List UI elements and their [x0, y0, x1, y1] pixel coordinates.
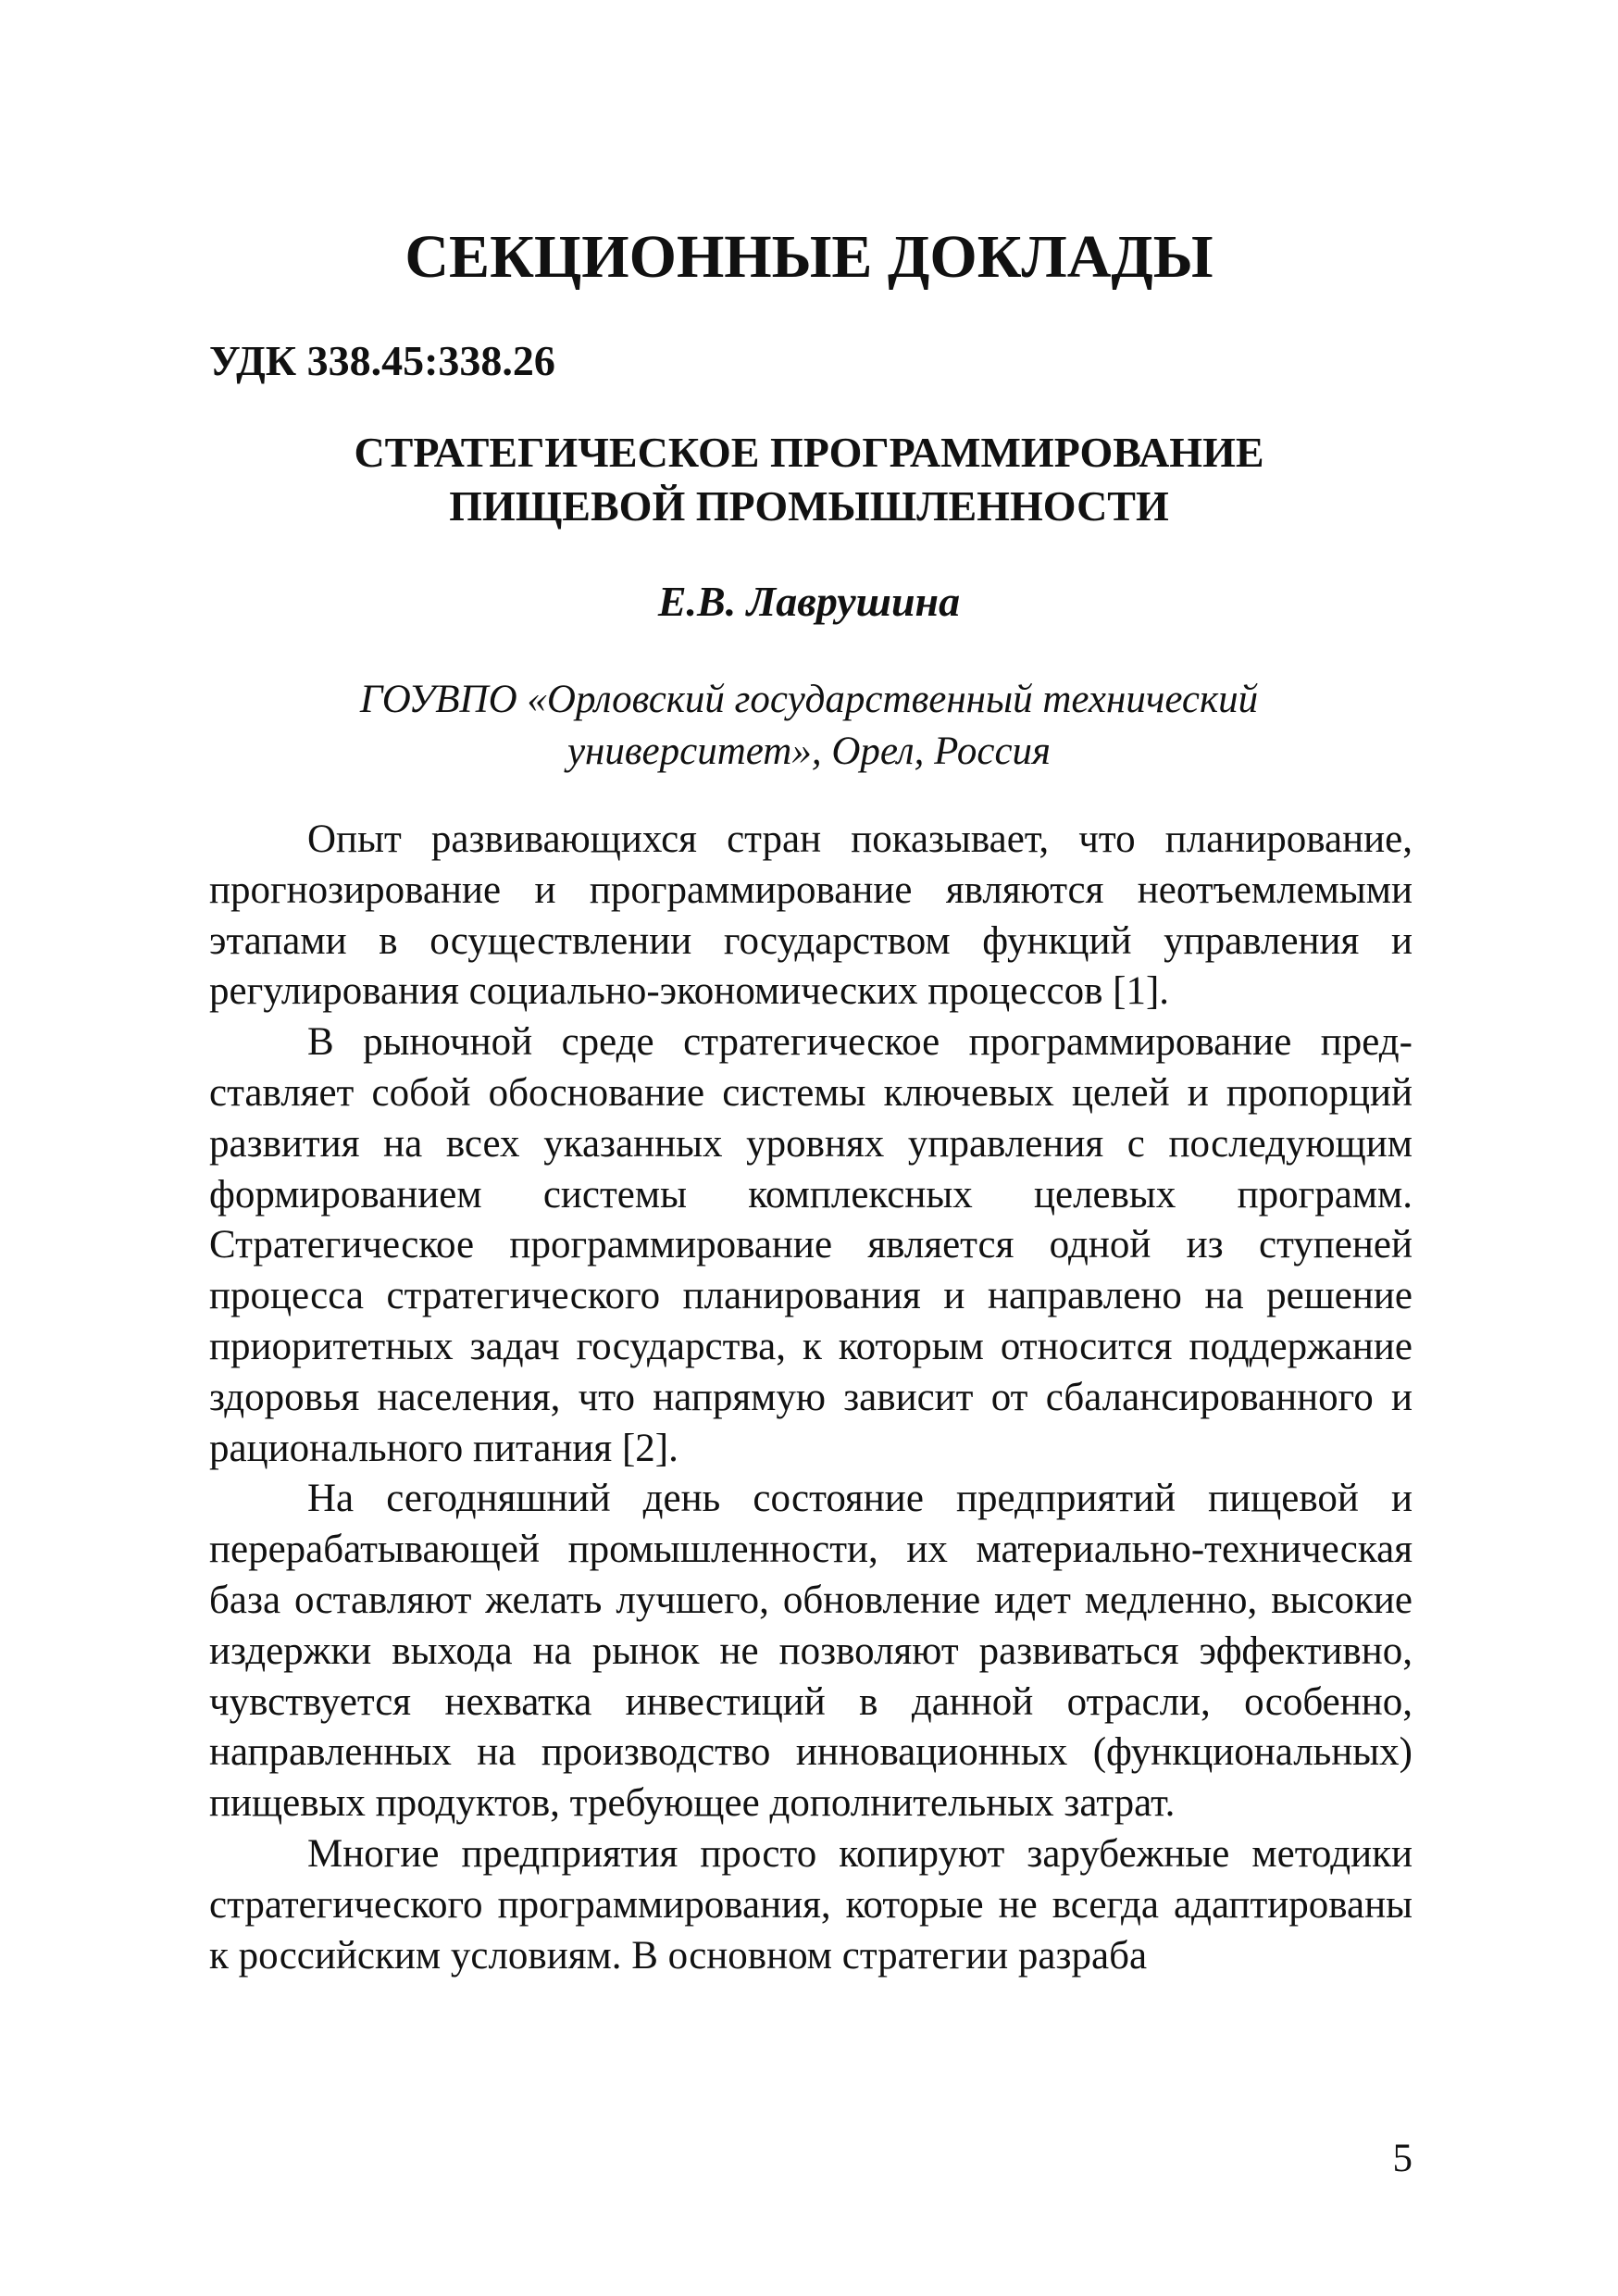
paragraph: Опыт развивающихся стран показывает, что планирование, прогнозирование и программирование являются неотъемлемыми этапами в осуществлении государством функций управления и регулирования социально-экономических процессов [1].	[209, 817, 1413, 1014]
article-title-line-2: ПИЩЕВОЙ ПРОМЫШЛЕННОСТИ	[449, 482, 1169, 530]
article-title-line-1: СТРАТЕГИЧЕСКОЕ ПРОГРАММИРОВАНИЕ	[354, 429, 1264, 476]
article-body	[209, 815, 1413, 1981]
paragraph: На сегодняшний день состояние предприятий пищевой и перерабатывающей промышленности, их материально-техническая база оставляют желать лучшего, обновление идет медленно, высокие издержки выхода на рынок не позволяют развиваться эффективно, чувствуется нехватка инвестиций в данной отрасли, особенно, направленных на производство инновационных (функциональных) пищевых продуктов, требующее дополнительных затрат.	[209, 1477, 1413, 1826]
author-name: Е.В. Лаврушина	[657, 578, 961, 625]
page-number: 5	[1392, 2137, 1413, 2180]
paragraph: В рыночной среде стратегическое программирование представляет собой обоснование системы ключевых целей и пропорций развития на всех указанных уровнях управления с последующим формированием системы комплексных целевых программ. Стратегическое программирование является одной из ступеней процесса стратегического планирования и направлено на решение приоритетных задач государства, к которым относится поддержание здоровья населения, что напрямую зависит от сбалансированного и рационального питания [2].	[209, 1020, 1413, 1470]
udk-code: УДК 338.45:338.26	[209, 337, 555, 384]
paragraph: Многие предприятия просто копируют зарубежные методики стратегического программирования, которые не всегда адаптированы к российским условиям. В основном стратегии разраба	[209, 1831, 1413, 1978]
article-title	[0, 426, 1618, 533]
section-title: СЕКЦИОННЫЕ ДОКЛАДЫ	[404, 223, 1214, 291]
affiliation-line-1: ГОУВПО «Орловский государственный технический	[359, 678, 1259, 721]
affiliation-line-2: университет», Орел, Россия	[566, 730, 1052, 773]
author-affiliation	[0, 674, 1618, 778]
